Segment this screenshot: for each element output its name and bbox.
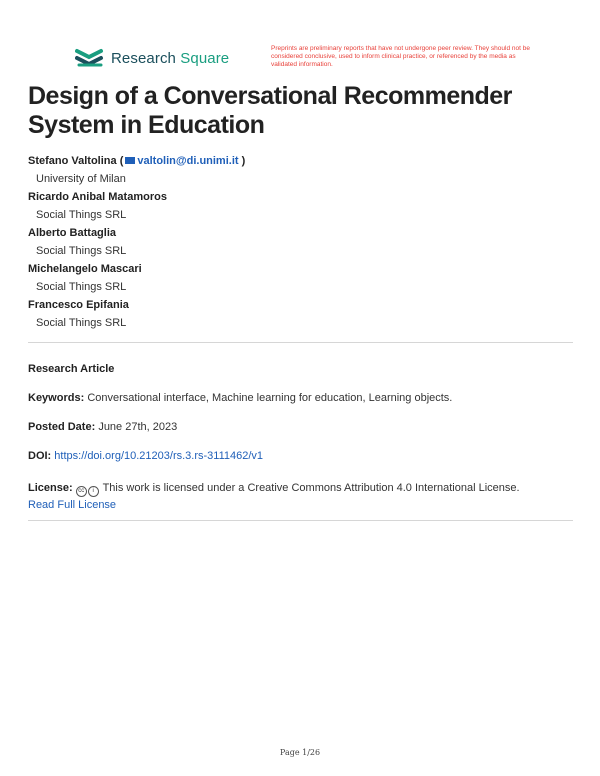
author-name: Francesco Epifania: [28, 299, 129, 311]
author-entry: [28, 296, 573, 332]
creative-commons-icon: cc: [76, 486, 87, 497]
attribution-icon: i: [88, 486, 99, 497]
author-affiliation: University of Milan: [36, 173, 126, 185]
email-open-paren: (: [119, 155, 124, 167]
research-square-logo[interactable]: [75, 47, 229, 69]
license-text: This work is licensed under a Creative Commons Attribution 4.0 International License.: [102, 482, 520, 494]
keywords-line: [28, 390, 573, 406]
author-name: Stefano Valtolina: [28, 155, 117, 167]
logo-text-research: Research: [111, 49, 176, 67]
license-label: License:: [28, 482, 73, 494]
license-line: [28, 480, 573, 513]
author-list: [28, 152, 573, 332]
posted-date-label: Posted Date:: [28, 421, 96, 433]
author-email-link[interactable]: valtolin@di.unimi.it: [137, 155, 239, 167]
posted-date-value: June 27th, 2023: [98, 421, 178, 433]
email-close-paren: ): [238, 155, 246, 167]
keywords-value: Conversational interface, Machine learning for education, Learning objects.: [87, 392, 453, 404]
author-entry: [28, 152, 573, 188]
author-affiliation: Social Things SRL: [36, 317, 127, 329]
author-name: Michelangelo Mascari: [28, 263, 142, 275]
page-number: Page 1/26: [279, 748, 321, 757]
divider: [28, 520, 573, 521]
posted-date-line: [28, 419, 573, 435]
article-type-label: Research Article: [28, 363, 115, 375]
author-name: Ricardo Anibal Matamoros: [28, 191, 167, 203]
author-name: Alberto Battaglia: [28, 227, 117, 239]
doi-link[interactable]: https://doi.org/10.21203/rs.3.rs-3111462/v1: [54, 450, 264, 462]
author-entry: [28, 260, 573, 296]
keywords-label: Keywords:: [28, 392, 85, 404]
author-entry: [28, 188, 573, 224]
divider: [28, 342, 573, 343]
logo-text: [111, 50, 229, 67]
logo-text-square: Square: [180, 49, 230, 67]
preprint-disclaimer: Preprints are preliminary reports that have not undergone peer review. They should not be considered conclusive, used to inform clinical practice, or referenced by the media as validated information.: [271, 45, 530, 68]
doi-line: [28, 448, 573, 464]
article-type: [28, 361, 573, 377]
research-square-logo-icon: [75, 47, 105, 69]
paper-title: Design of a Conversational Recommender System in Education: [28, 82, 512, 139]
author-affiliation: Social Things SRL: [36, 281, 127, 293]
author-affiliation: Social Things SRL: [36, 209, 127, 221]
author-entry: [28, 224, 573, 260]
author-affiliation: Social Things SRL: [36, 245, 127, 257]
envelope-icon: [125, 157, 135, 164]
doi-label: DOI:: [28, 450, 52, 462]
read-full-license-link[interactable]: Read Full License: [28, 499, 117, 511]
